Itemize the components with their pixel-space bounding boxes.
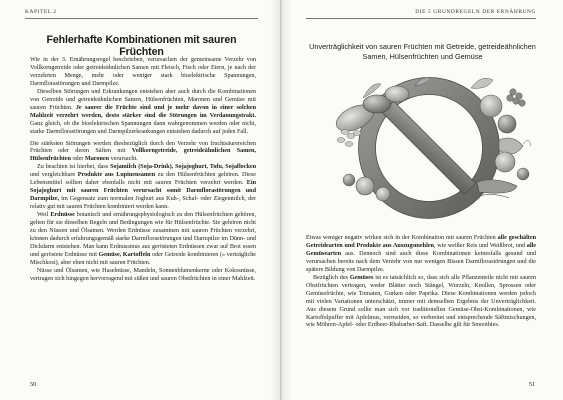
paragraph <box>306 235 536 275</box>
page-number-left: 50 <box>30 381 37 388</box>
bold-text: Je saurer die Früchte sind und je mehr davon in einer solchen Mahlzeit verzehrt werden, desto stärker sind die Störungen im Verdauungstrakt. <box>30 104 256 119</box>
text-run: Ganz gleich, ob die bioelektrischen Spannungen dann wahrgenommen werden oder nicht, starke Darmflorastörungen und Darmpilzerkrankungen entstehen dadurch auf jeden Fall. <box>30 120 256 135</box>
header-rule <box>306 18 536 19</box>
right-page <box>282 0 563 400</box>
text-run: aus. Dennoch sind auch diese Kombinationen keinesfalls gesund und verursachen bereits nach dem Verzehr von nur wenigen Bissen Darmflorastörungen und die spätere Bildung von Darmpilze. <box>306 250 536 273</box>
paragraph <box>30 89 256 137</box>
bold-text: Ein Sojajoghurt mit sauren Früchten verursacht somit Darmflorastörungen und Darmpilze, <box>30 180 256 203</box>
paragraph <box>30 57 256 89</box>
text-run: Zu beachten ist hierbei, dass <box>37 164 111 171</box>
figure-caption: Unverträglichkeit von sauren Früchten mit Getreide, getreideähnlichen Samen, Hülsenfrüchten und Gemüse <box>309 42 536 62</box>
text-run: Etwas weniger negativ wirken sich in der Kombination mit sauren Früchten <box>306 235 498 241</box>
bold-text: alle geschälten Getreidearten und Produkte aus Auszugsmehlen <box>306 235 536 249</box>
header-rule <box>25 18 258 19</box>
no-sign-icon <box>327 70 532 220</box>
gutter-shadow <box>282 0 292 400</box>
text-run: Nüsse und Ölsamen, wie Haselnüsse, Mandeln, Sonnenblumenkerne oder Kokosnüsse, vertragen sich hingegen hervorragend mit süßen und sauren Obstfrüchten in einer Mahlzeit. <box>30 267 256 282</box>
text-run: im Gegensatz zum normalen Joghurt aus Kuh-, Schaf- oder Ziegenmilch, der relativ gut mit sauren Früchten kombiniert werden kann. <box>30 196 256 211</box>
text-run: Die stärksten Störungen werden diesbezüglich durch den Verzehr von fruchtsäurereichen Früchten oder deren Säften mit <box>30 140 256 155</box>
bold-text: Maronen <box>84 156 110 163</box>
gutter-shadow <box>270 0 280 400</box>
paragraph <box>30 212 256 268</box>
bold-text: Vollkorngetreide, getreideähnlichen Samen, Hülsenfrüchten <box>30 148 256 163</box>
text-run: , wie weißer Reis und Weißbrot, und <box>433 242 527 249</box>
bold-text: Sojamilch (Soja-Drink), Sojajoghurt, Tofu, Sojaflocken <box>110 164 256 171</box>
paragraph <box>30 141 256 165</box>
prohibited-combination-illustration <box>327 70 532 220</box>
bold-text: Gemüses <box>349 274 374 281</box>
running-head-left: KAPITEL 2 <box>25 9 57 15</box>
text-run: oder Getreide kombinieren (» verträgliche Mischkost), aber eben nicht mit sauren Früchten. <box>30 251 257 266</box>
text-run: Weil <box>37 212 51 219</box>
text-run: und vergleichbare <box>30 172 78 179</box>
bold-text: alle Gemüsearten <box>306 242 536 257</box>
text-run: Wie in der 3. Ernährungsregel beschrieben, verursachen der gemeinsame Verzehr von Vollkorngetreide oder getreideähnlichen Samen mit Fleisch, Fisch oder Eiern, je nach der verzehrten Menge, mehr oder weniger stark bioelektrische Spannungen, Darmflorastörungen und Darmpilze. <box>30 57 256 87</box>
bold-text: Gemüse, Kartoffeln <box>98 251 151 258</box>
text-run: zu den Hülsenfrüchten gehören. Diese Lebensmittel sollten daher ebenfalls nicht mit sauren Früchten verzehrt werden. <box>30 172 256 187</box>
text-run: oder <box>70 156 85 163</box>
right-body-text <box>306 235 536 330</box>
text-run: Dieselben Störungen und Erkrankungen entstehen aber auch durch die Kombinationen von Getreide und getreideähnlichen Samen, Hülsenfrüchten, Maronen und Gemüse mit sauren Früchten. <box>30 88 256 111</box>
bold-text: Produkte aus Lupinensamen <box>77 172 156 179</box>
paragraph <box>306 275 536 331</box>
bold-text: Erdnüsse <box>50 212 75 219</box>
left-page <box>0 0 281 400</box>
section-title: Fehlerhafte Kombinationen mit sauren Früchten <box>46 34 237 58</box>
page-number-right: 51 <box>528 381 535 388</box>
paragraph <box>30 268 256 284</box>
text-run: ist es tatsächlich so, dass sich alle Pflanzenteile nicht mit sauren Obstfrüchten vertragen, weder Blätter noch Stängel, Wurzeln, Knollen, Sprossen oder Gemüsefrüchte, wie Tomaten, Gurken oder Paprika. Diese Kombinationen werden jedoch mit vielen Variationen unterschätzt, immer mit demselben Ergebnis der Unverträglichkeit. Aus diesem Grund sollte man sich vor traditionellen Gemüse-Obst-Kombinationen, wie Kartoffelpuffer mit Apfelmus, vermeiden, so verbreitet und entsprechende Säftmischungen, wie Möhren-Apfel- oder Erdbeer-Rhabarber-Saft. Dasselbe gilt für Smoothies. <box>306 274 536 329</box>
text-run: verursacht. <box>109 156 138 163</box>
left-body-text <box>30 57 256 284</box>
text-run: botanisch und ernährungsphysiologisch zu den Hülsenfrüchten gehören, gelten für sie dieselben Regeln und Bedingungen wie für Hülsenfrüchte. Sie gehören nicht zu den Nüssen und Ölsamen. Werden Erdnüsse zusammen mit sauren Früchten verzehrt, können dadurch erfahrungsgemäß starke Darmflorastörungen und Darmpilze im Dünn- und Dickdarm entstehen. Man kann Erdnussmus aus gerösteten Erdnüssen zwar auf Brot essen und geröstete Erdnüsse mit <box>30 212 257 258</box>
running-head-right: DIE 5 GRUNDREGELN DER ERNÄHRUNG <box>415 9 536 15</box>
text-run: Bezüglich des <box>313 274 350 281</box>
paragraph <box>30 164 256 212</box>
